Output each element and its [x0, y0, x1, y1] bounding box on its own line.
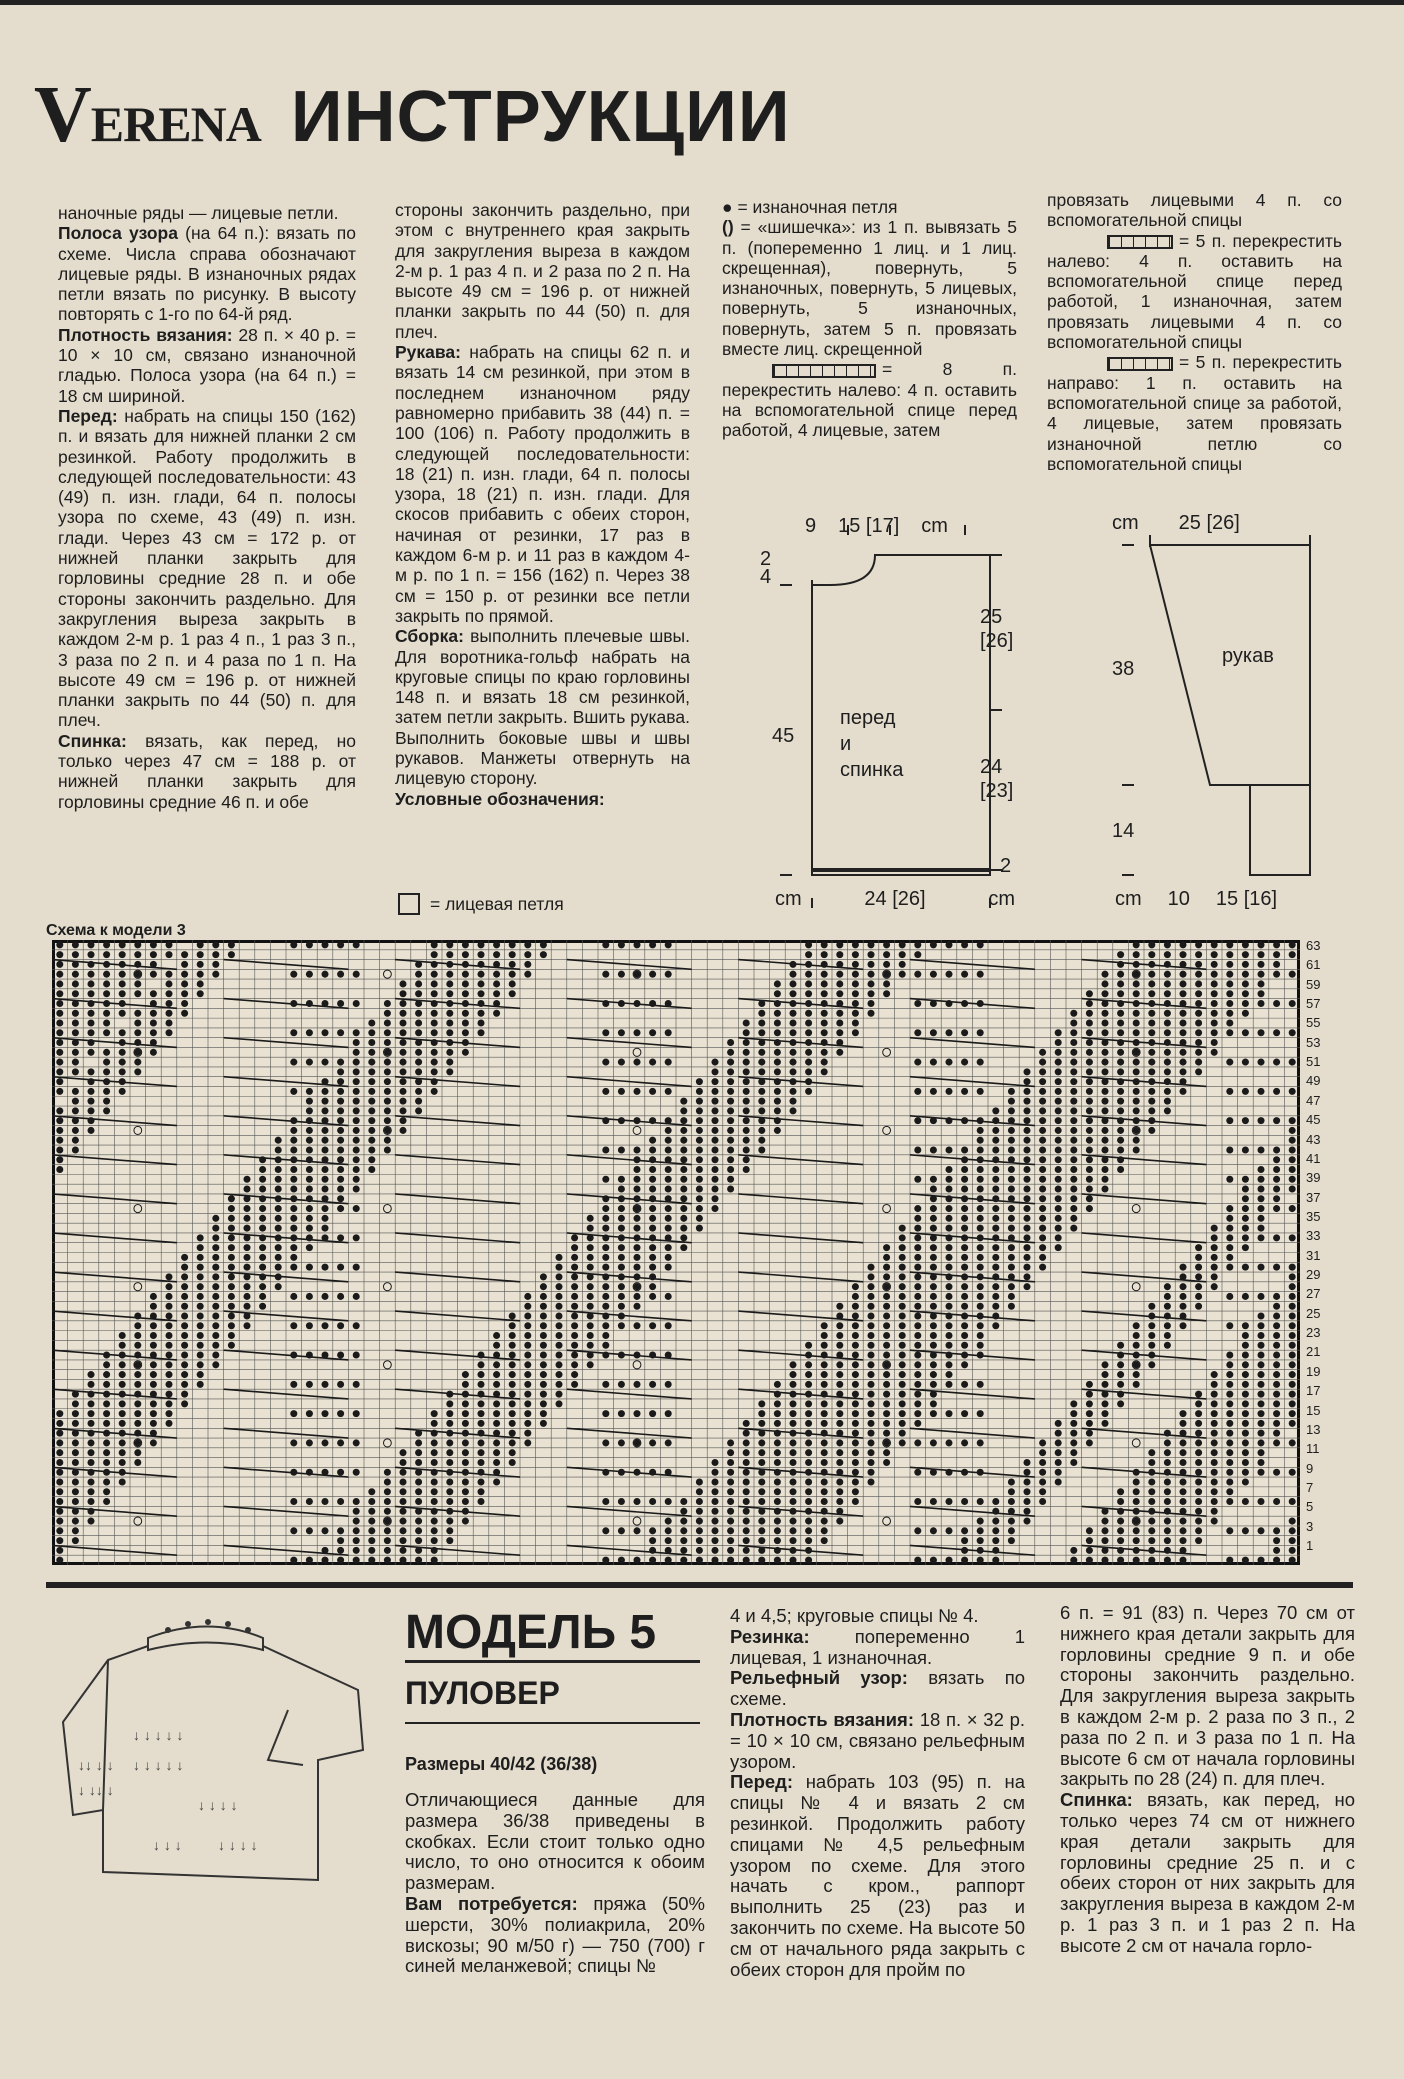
paragraph: Условные обозначения:: [395, 788, 605, 809]
svg-text:↓ ↓↓ ↓: ↓ ↓↓ ↓: [78, 1782, 114, 1798]
paragraph: Сборка: выполнить плечевые швы. Для воротника-гольф набрать на круговые спицы по краю горловины 148 п. и вязать 18 см резинкой, затем петли закрыть. Вшить рукава. Выполнить боковые швы и швы рукавов. Манжеты отвернуть на лицевую сторону.: [395, 626, 690, 789]
section-divider: [46, 1582, 1353, 1588]
svg-text:↓↓ ↓ ↓: ↓↓ ↓ ↓: [78, 1757, 114, 1773]
front-right-1: 25 [26]: [980, 606, 1014, 652]
sizes-heading: Размеры 40/42 (36/38): [405, 1754, 598, 1774]
front-label: перед и спинка: [840, 707, 904, 781]
row-number: 17: [1306, 1383, 1321, 1399]
row-number: 61: [1306, 957, 1321, 973]
row-number: 33: [1306, 1228, 1321, 1244]
paragraph: Отличающиеся данные для размера 36/38 приведены в скобках. Если стоит только одно число, то оно относится к обоим размерам.: [405, 1789, 705, 1894]
row-number: 27: [1306, 1286, 1321, 1302]
sleeve-top-dims: cm 25 [26]: [1112, 512, 1240, 534]
legend-symbol: ●: [722, 197, 733, 217]
paragraph: Перед: набрать 103 (95) п. на спицы № 4 и вязать 2 см резинкой. Продолжить работу спицами № 4,5 рельефным узором по схеме. Для этого начать с кром., раппорт выполнить 25 (23) раз и закончить по схеме. На высоте 50 см от начального ряда закрыть с обеих сторон для пройм по: [730, 1771, 1025, 1980]
text-column-2: [395, 200, 690, 809]
svg-text:↓ ↓ ↓ ↓: ↓ ↓ ↓ ↓: [198, 1797, 238, 1813]
svg-text:↓ ↓ ↓ ↓ ↓: ↓ ↓ ↓ ↓ ↓: [133, 1727, 184, 1743]
legend-item: = 5 п. перекрестить налево: 4 п. оставить на вспомогательной спице перед работой, 1 изнаночная, затем провязать лицевыми 4 п. со вспомогательной спицы: [1047, 230, 1342, 353]
row-number: 7: [1306, 1479, 1314, 1495]
row-number: 5: [1306, 1499, 1314, 1515]
model5-column-a: [405, 1790, 705, 1977]
knitting-chart: [52, 940, 1300, 1565]
legend-item: ● = изнаночная петля: [722, 197, 898, 217]
front-bottom-dims: cm 24 [26] cm: [775, 888, 1015, 910]
row-number: 53: [1306, 1034, 1321, 1050]
row-number: 25: [1306, 1305, 1321, 1321]
svg-text:↓ ↓ ↓: ↓ ↓ ↓: [153, 1837, 182, 1853]
cable-cross-icon: [1107, 235, 1173, 249]
paragraph: Спинка: вязать, как перед, но только через 74 см от нижнего края детали закрыть для горловины средние 25 п. и с обеих сторон от них закрыть для закругления выреза в каждом 2-м р. 1 раз 3 п. и 1 раз 2 п. На высоте 2 см от начала горло-: [1060, 1789, 1355, 1956]
row-number: 55: [1306, 1015, 1321, 1031]
paragraph: 6 п. = 91 (83) п. Через 70 см от нижнего края детали закрыть для горловины средние 9 п. и обе стороны закончить раздельно. Для закругления выреза закрыть в каждом 2-м р. 2 раза по 3 п., 2 раза по 2 п. и 3 раза по 1 п. На высоте 6 см от начала горловины закрыть по 28 (24) п. для плеч.: [1060, 1602, 1355, 1790]
row-number: 43: [1306, 1131, 1321, 1147]
row-numbers: [1306, 938, 1336, 1553]
brand-logo: VERENA: [34, 71, 261, 159]
front-left-mid: 45: [772, 725, 795, 747]
row-number: 35: [1306, 1208, 1321, 1224]
legend-face-stitch: [398, 893, 658, 915]
paragraph: Вам потребуется: пряжа (50% шерсти, 30% полиакрила, 20% вискозы; 90 м/50 г) — 750 (700) г синей меланжевой; спицы №: [405, 1892, 705, 1977]
row-number: 29: [1306, 1267, 1321, 1283]
sleeve-diagram: [1100, 505, 1330, 915]
row-number: 19: [1306, 1363, 1321, 1379]
row-number: 11: [1306, 1441, 1320, 1457]
row-number: 57: [1306, 996, 1321, 1012]
front-right-3: 2: [1000, 855, 1012, 877]
row-number: 1: [1306, 1538, 1314, 1553]
paragraph: Плотность вязания: 28 п. × 40 р. = 10 × 10 см, связано изнаночной гладью. Полоса узора (на 64 п.) = 18 см шириной.: [58, 324, 356, 406]
sleeve-bottom-dims: cm 10 15 [16]: [1115, 888, 1278, 910]
text-column-3: [722, 197, 1017, 441]
front-right-2: 24 [23]: [980, 756, 1014, 802]
cable-cross-icon: [772, 364, 876, 378]
square-icon: [398, 893, 420, 915]
row-number: 51: [1306, 1054, 1321, 1070]
paragraph: стороны закончить раздельно, при этом с внутреннего края закрыть для закругления выреза в каждом 2-м р. 1 раз 4 п. и 2 раза по 2 п. На высоте 49 см = 196 р. от нижней планки закрыть по 44 (50) п. для плеч.: [395, 200, 690, 342]
row-number: 9: [1306, 1460, 1314, 1476]
paragraph: Рельефный узор: вязать по схеме.: [730, 1667, 1026, 1710]
model-subtitle-rule: [405, 1722, 700, 1724]
scheme-label: Схема к модели 3: [46, 922, 186, 939]
model-title: МОДЕЛЬ 5: [405, 1606, 657, 1659]
model5-column-b: [730, 1606, 1025, 1980]
row-number: 59: [1306, 976, 1321, 992]
row-number: 15: [1306, 1402, 1321, 1418]
sleeve-left-1: 38: [1112, 658, 1135, 680]
svg-text:↓ ↓ ↓ ↓: ↓ ↓ ↓ ↓: [218, 1837, 258, 1853]
pullover-sketch: [58, 1610, 378, 1890]
paragraph: Полоса узора (на 64 п.): вязать по схеме. Числа справа обозначают лицевые ряды. В изнаночных рядах петли вязать по рисунку. В высоту повторять с 1-го по 64-й ряд.: [58, 223, 356, 325]
svg-text:↓ ↓ ↓ ↓ ↓: ↓ ↓ ↓ ↓ ↓: [133, 1757, 184, 1773]
row-number: 37: [1306, 1189, 1321, 1205]
row-number: 3: [1306, 1518, 1314, 1534]
row-number: 45: [1306, 1112, 1321, 1128]
row-number: 13: [1306, 1421, 1321, 1437]
cable-cross-icon: [1107, 357, 1173, 371]
model-subtitle: ПУЛОВЕР: [405, 1675, 560, 1711]
row-number: 39: [1306, 1170, 1321, 1186]
row-number: 47: [1306, 1092, 1321, 1108]
legend-item: () = «шишечка»: из 1 п. вывязать 5 п. (попеременно 1 лиц. и 1 лиц. скрещенная), повернуть, 5 изнаночных, повернуть, 5 лицевых, повернуть, 5 изнаночных, повернуть, затем 5 п. провязать вместе лиц. скрещенной: [722, 217, 1017, 360]
paragraph: Перед: набрать на спицы 150 (162) п. и вязать для нижней планки 2 см резинкой. Работу продолжить в следующей последовательности: 43 (49) п. изн. глади, 64 п. полосы узора по схеме, 43 (49) п. изн. глади. Через 43 см = 172 р. от нижней планки закрыть для горловины средние 28 п. и обе стороны закончить раздельно. Для закругления выреза закрыть в каждом 2-м р. 1 раз 4 п., 1 раз 3 п., 3 раза по 2 п. и 4 раза по 1 п. На высоте 49 см = 196 р. от нижней планки закрыть по 44 (50) п. для плеч.: [58, 405, 356, 731]
sleeve-left-2: 14: [1112, 820, 1135, 842]
page-header: [34, 70, 791, 170]
page-title: ИНСТРУКЦИИ: [290, 77, 791, 157]
top-rule: [0, 0, 1404, 5]
paragraph: 4 и 4,5; круговые спицы № 4.: [730, 1605, 979, 1626]
row-number: 21: [1306, 1344, 1321, 1360]
row-number: 23: [1306, 1325, 1321, 1341]
legend-face-text: = лицевая петля: [430, 893, 564, 914]
row-number: 31: [1306, 1247, 1321, 1263]
model-title-rule: [405, 1660, 700, 1663]
text-column-1: [58, 203, 356, 812]
model5-column-c: [1060, 1603, 1355, 1957]
sleeve-label: рукав: [1222, 645, 1274, 667]
front-top-dims: 9 15 [17] cm: [805, 515, 948, 537]
row-number: 49: [1306, 1073, 1321, 1089]
front-left-top: 2 4: [760, 548, 772, 588]
paragraph: Рукава: набрать на спицы 62 п. и вязать 14 см резинкой, при этом в последнем изнаночном ряду равномерно прибавить 38 (44) п. = 100 (106) п. Работу продолжить в следующей последовательности: 18 (21) п. изн. глади, 64 п. полосы узора, 18 (21) п. изн. глади. Для скосов прибавить с обеих сторон, начиная от резинки, 17 раз в каждом 6-м р. и 11 раз в каждом 4-м р. по 1 п. = 156 (162) п. Через 38 см = 150 р. от резинки все петли закрыть по прямой.: [395, 342, 690, 626]
legend-item: = 8 п. перекрестить налево: 4 п. оставить на вспомогательной спице перед работой, 4 лицевые, затем: [722, 359, 1017, 441]
row-number: 63: [1306, 938, 1321, 953]
row-number: 41: [1306, 1150, 1321, 1166]
legend-symbol: (): [722, 217, 734, 238]
legend-item: = 5 п. перекрестить направо: 1 п. оставить на вспомогательной спице за работой, 4 лицевые, затем провязать изнаночной петлю со вспомогательной спицы: [1047, 352, 1342, 474]
paragraph: Плотность вязания: 18 п. × 32 р. = 10 × 10 см, связано рельефным узором.: [730, 1708, 1025, 1772]
legend-item: провязать лицевыми 4 п. со вспомогательной спицы: [1047, 190, 1342, 231]
paragraph: наночные ряды — лицевые петли.: [58, 203, 339, 223]
paragraph: Спинка: вязать, как перед, но только через 47 см = 188 р. от нижней планки закрыть для горловины средние 46 п. и обе: [58, 730, 356, 812]
paragraph: Резинка: попеременно 1 лицевая, 1 изнаночная.: [730, 1625, 1025, 1668]
text-column-4: [1047, 190, 1342, 474]
